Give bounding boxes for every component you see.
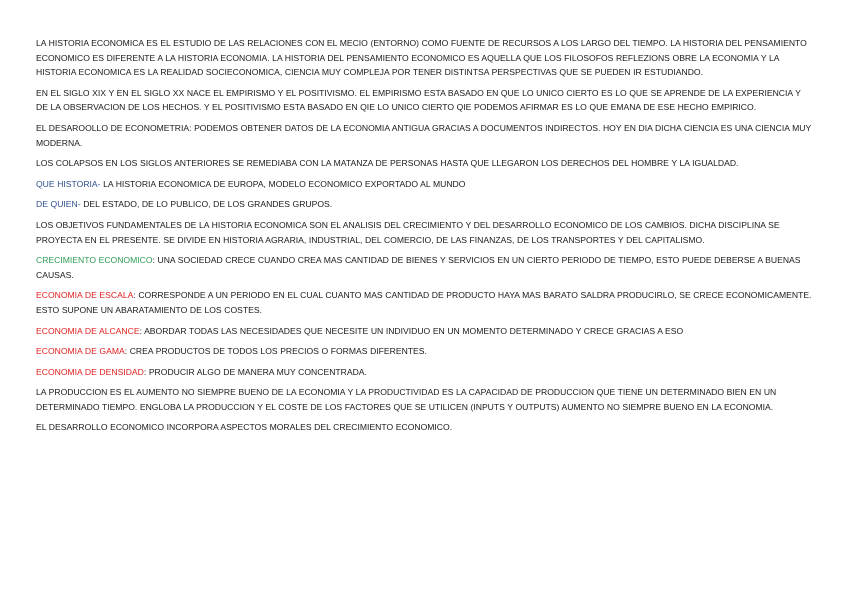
paragraph-desarrollo-economico: EL DESARROLLO ECONOMICO INCORPORA ASPECTOS MORALES DEL CRECIMIENTO ECONOMICO. [36, 422, 453, 433]
definition-crecimiento-economico: : UNA SOCIEDAD CRECE CUANDO CREA MAS CANTIDAD DE BIENES Y SERVICIOS EN UN CIERTO PERIODO DE TIEMPO, ESTO PUEDE DEBERSE A BUENAS CAUSAS. [36, 255, 801, 280]
paragraph-historia-economica: LA HISTORIA ECONOMICA ES EL ESTUDIO DE LAS RELACIONES CON EL MECIO (ENTORNO) COMO FUENTE DE RECURSOS A LOS LARGO DEL TIEMPO. LA HISTORIA DEL PENSAMIENTO ECONOMICO ES DIFERENTE A LA HISTORIA ECONOMIA. LA HISTORIA DEL PENSAMIENTO ECONOMICO ES AQUELLA QUE LOS FILOSOFOS REFLEZIONS OBRE LA ECONOMIA Y LA HISTORIA ECONOMICA ES LA REALIDAD SOCIECONOMICA, CIENCIA MUY COMPLEJA POR TENER DISTINTSA PERSPECTIVAS QUE SE PUEDEN IR ESTUDIANDO. [36, 38, 807, 78]
paragraph-objetivos: LOS OBJETIVOS FUNDAMENTALES DE LA HISTORIA ECONOMICA SON EL ANALISIS DEL CRECIMIENTO Y DEL DESARROLLO ECONOMICO DE LOS CAMBIOS. DICHA DISCIPLINA SE PROYECTA EN EL PRESENTE. SE DIVIDE EN HISTORIA AGRARIA, INDUSTRIAL, DEL COMERCIO, DE LAS FINANZAS, DE LOS TRANSPORTES Y DEL CAPITALISMO. [36, 219, 780, 245]
paragraph-economia-gama [36, 344, 814, 359]
paragraph-economia-alcance [36, 324, 814, 339]
paragraph-crecimiento-economico [36, 253, 814, 282]
definition-economia-escala: : CORRESPONDE A UN PERIODO EN EL CUAL CUANTO MAS CANTIDAD DE PRODUCTO HAYA MAS BARATO SALDRA PRODUCIRLO, SE CRECE ECONOMICAMENTE. ESTO SUPONE UN ABARATAMIENTO DE LOS COSTES. [36, 290, 812, 315]
paragraph-empirismo-positivismo: EN EL SIGLO XIX Y EN EL SIGLO XX NACE EL EMPIRISMO Y EL POSITIVISMO. EL EMPIRISMO ESTA BASADO EN QUE LO UNICO CIERTO ES LO QUE SE APRENDE DE LA EXPERIENCIA Y DE LA OBSERVACION DE LOS HECHOS. Y EL POSITIVISMO ESTA BASADO EN QIE LO UNICO CIERTO QIE PODEMOS AFIRMAR ES LO QUE EMANA DE ESE HECHO EMPIRICO. [36, 87, 801, 113]
paragraph-de-quien [36, 197, 814, 212]
term-crecimiento-economico: CRECIMIENTO ECONOMICO [36, 255, 153, 266]
definition-economia-alcance: : ABORDAR TODAS LAS NECESIDADES QUE NECESITE UN INDIVIDUO EN UN MOMENTO DETERMINADO Y CRECE GRACIAS A ESO [139, 325, 684, 336]
paragraph-produccion: LA PRODUCCION ES EL AUMENTO NO SIEMPRE BUENO DE LA ECONOMIA Y LA PRODUCTIVIDAD ES LA CAPACIDAD DE PRODUCCION QUE TIENE UN DETERMINADO BIEN EN UN DETERMINADO TIEMPO. ENGLOBA LA PRODUCCION Y EL COSTE DE LOS FACTORES QUE SE UTILICEN (INPUTS Y OUTPUTS) AUMENTO NO SIEMPRE BUENO EN LA ECONOMIA. [36, 387, 777, 412]
paragraph-econometria: EL DESAROOLLO DE ECONOMETRIA: PODEMOS OBTENER DATOS DE LA ECONOMIA ANTIGUA GRACIAS A DOCUMENTOS INDIRECTOS. HOY EN DIA DICHA CIENCIA ES UNA CIENCIA MUY MODERNA. [36, 122, 812, 148]
heading-que-historia: QUE HISTORIA- [36, 178, 101, 189]
paragraph-colapsos: LOS COLAPSOS EN LOS SIGLOS ANTERIORES SE REMEDIABA CON LA MATANZA DE PERSONAS HASTA QUE LLEGARON LOS DERECHOS DEL HOMBRE Y LA IGUALDAD. [36, 158, 739, 169]
term-economia-densidad: ECONOMIA DE DENSIDAD [36, 366, 144, 377]
paragraph-economia-densidad [36, 365, 814, 380]
term-economia-gama: ECONOMIA DE GAMA [36, 346, 125, 357]
document-page [36, 36, 814, 441]
text-que-historia: LA HISTORIA ECONOMICA DE EUROPA, MODELO ECONOMICO EXPORTADO AL MUNDO [100, 178, 466, 189]
definition-economia-densidad: : PRODUCIR ALGO DE MANERA MUY CONCENTRADA. [143, 366, 367, 377]
term-economia-alcance: ECONOMIA DE ALCANCE [36, 325, 140, 336]
paragraph-que-historia [36, 177, 814, 192]
term-economia-escala: ECONOMIA DE ESCALA [36, 290, 134, 301]
definition-economia-gama: : CREA PRODUCTOS DE TODOS LOS PRECIOS O FORMAS DIFERENTES. [124, 346, 427, 357]
heading-de-quien: DE QUIEN- [36, 199, 81, 210]
text-de-quien: DEL ESTADO, DE LO PUBLICO, DE LOS GRANDES GRUPOS. [80, 199, 333, 210]
paragraph-economia-escala [36, 288, 814, 317]
